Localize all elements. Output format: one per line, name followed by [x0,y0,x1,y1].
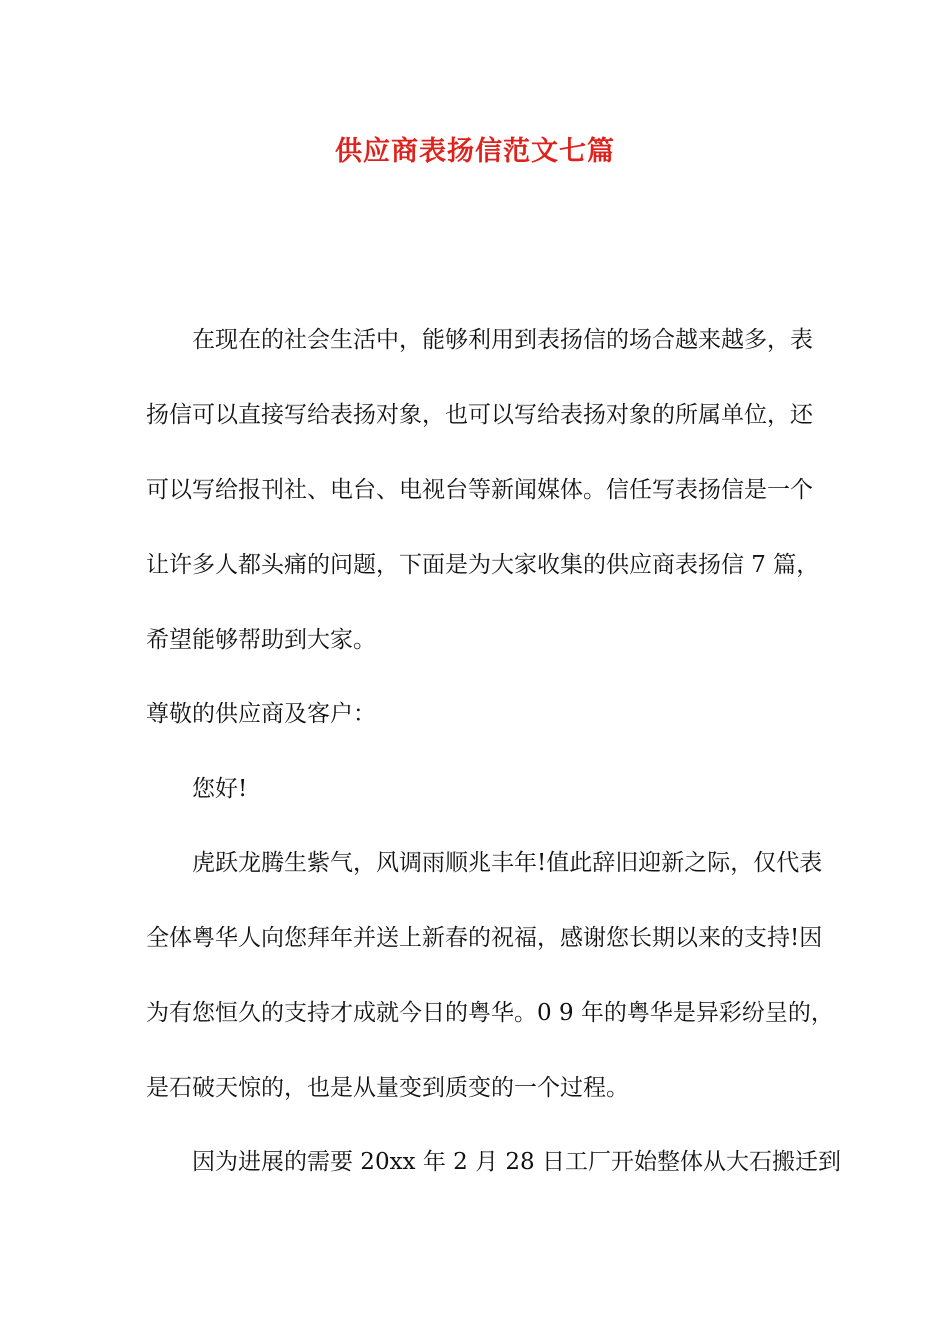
document-title: 供应商表扬信范文七篇 [335,136,615,167]
paragraph-line: 可以写给报刊社、电台、电视台等新闻媒体。信任写表扬信是一个 [146,477,813,503]
paragraph-line: 因为进展的需要 20xx 年 2 月 28 日工厂开始整体从大石搬迁到 [192,1149,841,1175]
salutation-text: 尊敬的供应商及客户： [146,701,376,727]
paragraph-line: 全体粤华人向您拜年并送上新春的祝福，感谢您长期以来的支持!因 [146,925,823,951]
letter-paragraph [146,1125,841,1200]
paragraph-line: 希望能够帮助到大家。 [146,627,376,653]
paragraph-line: 让许多人都头痛的问题，下面是为大家收集的供应商表扬信 7 篇， [146,552,820,578]
greeting-text: 您好! [192,776,248,802]
letter-paragraph [146,826,834,1126]
intro-paragraph [146,303,820,678]
paragraph-line: 是石破天惊的，也是从量变到质变的一个过程。 [146,1075,629,1101]
paragraph-line: 扬信可以直接写给表扬对象，也可以写给表扬对象的所属单位，还 [146,402,813,428]
paragraph-line: 虎跃龙腾生紫气，风调雨顺兆丰年!值此辞旧迎新之际，仅代表 [192,850,823,876]
letter-salutation [146,677,814,752]
letter-greeting [146,752,814,827]
paragraph-line: 在现在的社会生活中，能够利用到表扬信的场合越来越多，表 [192,327,813,353]
paragraph-line: 为有您恒久的支持才成就今日的粤华。0 9 年的粤华是异彩纷呈的， [146,1000,834,1026]
